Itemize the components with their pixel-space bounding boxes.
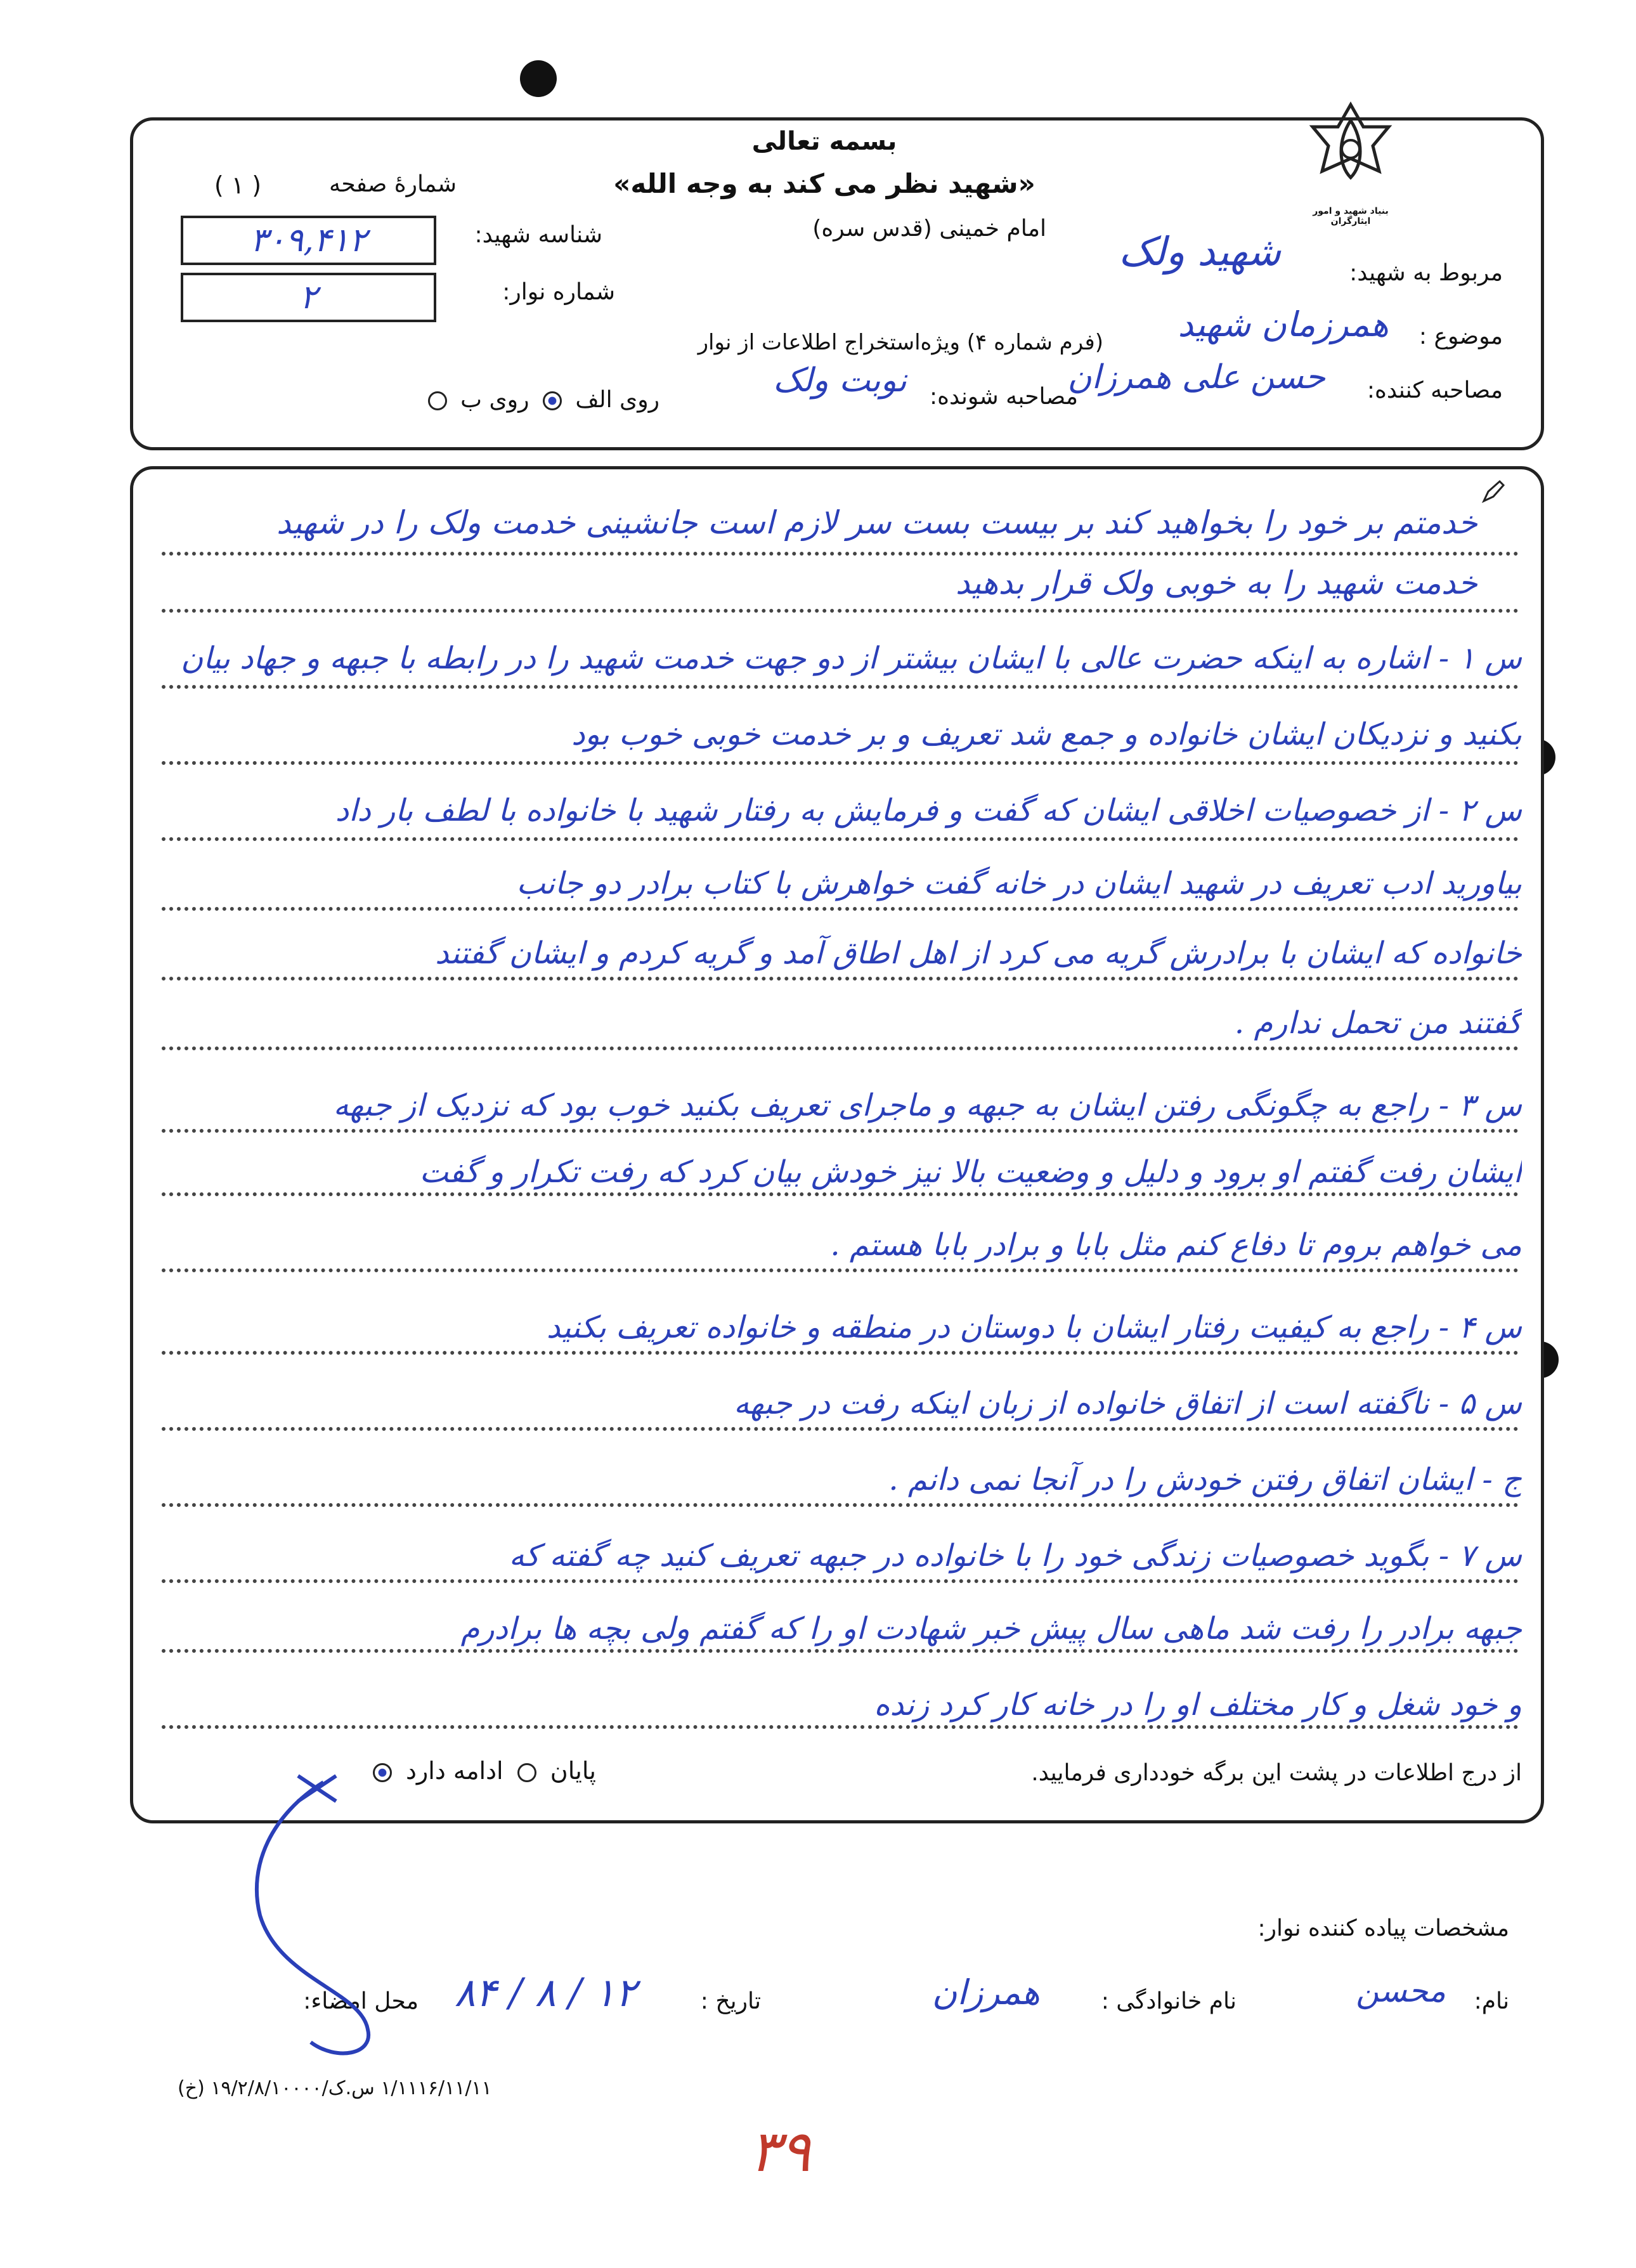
interviewer-value: حسن علی همرزان [1067, 358, 1325, 396]
dotted-line [162, 609, 1519, 613]
transcriber-name-value: محسن [1356, 1972, 1446, 2009]
handwritten-line: می خواهم بروم تا دفاع کنم مثل بابا و برادر بابا هستم . [830, 1227, 1522, 1263]
transcriber-date-label: تاریخ : [700, 1988, 761, 2014]
handwritten-line: گفتند من تحمل ندارم . [1234, 1005, 1522, 1041]
related-martyr-label: مربوط به شهید: [1349, 260, 1503, 286]
bismillah: بسمه تعالی [751, 127, 897, 156]
handwritten-line: س ۷ - بگوید خصوصیات زندگی خود را با خانواده در جبهه تعریف کنید چه گفته که [509, 1538, 1522, 1574]
handwritten-line: جبهه برادر را رفت شد ماهی سال پیش خبر شهادت او را که گفتم ولی بچه ها برادرم [460, 1611, 1522, 1646]
form-title: (فرم شماره ۴) ویژه‌استخراج اطلاعات از نوار [698, 330, 1103, 355]
tape-number-label: شماره نوار: [502, 279, 615, 305]
tape-side-group [317, 387, 659, 413]
dotted-line [162, 837, 1519, 841]
page-number-value: ( ۱ ) [214, 171, 262, 199]
side-a-label: روی الف [575, 387, 659, 413]
dotted-line [162, 1579, 1519, 1583]
tape-number-box [181, 273, 436, 322]
punch-hole [520, 60, 557, 97]
dotted-line [162, 1725, 1519, 1729]
no-backside-note: از درج اطلاعات در پشت این برگه خودداری فرمایید. [1031, 1760, 1522, 1786]
dotted-line [162, 907, 1519, 911]
page-stamp-number: ۳۹ [749, 2118, 811, 2185]
transcriber-name-label: نام: [1474, 1988, 1509, 2014]
handwritten-line: س ۴ - راجع به کیفیت رفتار ایشان با دوستان در منطقه و خانواده تعریف بکنید [546, 1310, 1522, 1345]
dotted-line [162, 1351, 1519, 1355]
dotted-line [162, 1192, 1519, 1196]
end-radio[interactable] [517, 1763, 536, 1782]
handwritten-line: س ۳ - راجع به چگونگی رفتن ایشان به جبهه و ماجرای تعریف بکنید خوب بود که نزدیک از جبهه [333, 1088, 1522, 1123]
transcriber-date-value: ۸۴ / ۸ / ۱۲ [454, 1969, 637, 2016]
handwritten-line: ایشان رفت گفتم او برود و دلیل و وضعیت بالا نیز خودش بیان کرد که رفت تکرار و گفت [419, 1154, 1522, 1190]
subject-label: موضوع : [1419, 323, 1503, 349]
handwritten-line: بکنید و نزدیکان ایشان خانواده و جمع شد تعریف و بر خدمت خوبی خوب بود [571, 717, 1522, 752]
footer-code: ۱/۱۱۱۶/۱۱/۱۱ س.ک/۱۹/۲/۸/۱۰۰۰۰ (خ) [178, 2077, 492, 2099]
dotted-line [162, 1503, 1519, 1507]
dotted-line [162, 1046, 1519, 1050]
subject-value: همرزمان شهید [1178, 304, 1389, 344]
dotted-line [162, 977, 1519, 981]
signature-label: محل امضاء: [303, 1988, 419, 2014]
pen-icon [1481, 479, 1506, 504]
foundation-logo-icon [1300, 101, 1401, 203]
transcriber-family-label: نام خانوادگی : [1101, 1988, 1237, 2014]
quote-author: امام خمینی (قدس سره) [812, 216, 1046, 242]
interviewee-value: نوبت ولک [773, 362, 907, 400]
martyr-id-box [181, 216, 436, 265]
handwritten-line: ج - ایشان اتفاق رفتن خودش را در آنجا نمی دانم . [888, 1462, 1522, 1497]
tape-number-value: ۲ [299, 278, 318, 316]
header-quote: «شهید نظر می کند به وجه الله» [613, 168, 1035, 199]
org-name: بنیاد شهید و امور ایثارگران [1313, 206, 1389, 226]
handwritten-line: خانواده که ایشان با برادرش گریه می کرد از اهل اطاق آمد و گریه کردم و ایشان گفتند [435, 935, 1522, 971]
transcriber-section-label: مشخصات پیاده کننده نوار: [1257, 1915, 1509, 1941]
dotted-line [162, 1649, 1519, 1653]
side-b-radio[interactable] [428, 391, 447, 410]
handwritten-line: س ۲ - از خصوصیات اخلاقی ایشان که گفت و فرمایش به رفتار شهید با خانواده با لطف بار داد [335, 793, 1522, 828]
dotted-line [162, 761, 1519, 765]
dotted-line [162, 1427, 1519, 1431]
transcriber-family-value: همرزان [932, 1972, 1040, 2012]
interviewer-label: مصاحبه کننده: [1367, 377, 1503, 403]
end-label: پایان [550, 1757, 596, 1785]
handwritten-line: س ۱ - اشاره به اینکه حضرت عالی با ایشان بیشتر از دو جهت خدمت شهید را در رابطه با جبهه و جهاد بیان [181, 641, 1522, 676]
handwritten-line: خدمت شهید را به خوبی ولک قرار بدهید [955, 564, 1477, 601]
dotted-line [162, 552, 1519, 556]
interviewee-label: مصاحبه شونده: [930, 384, 1078, 410]
dotted-line [162, 1268, 1519, 1272]
handwritten-line: بیاورید ادب تعریف در شهید ایشان در خانه گفت خواهرش با کتاب برادر دو جانب [516, 866, 1522, 901]
side-a-radio[interactable] [543, 391, 562, 410]
continue-label: ادامه دارد [405, 1757, 503, 1785]
handwritten-line: و خود شغل و کار مختلف او را در خانه کار کرد زنده [874, 1687, 1522, 1723]
dotted-line [162, 685, 1519, 689]
signature-scribble [235, 1763, 399, 2068]
side-b-label: روی ب [460, 387, 529, 413]
handwritten-line: س ۵ - ناگفته است از اتفاق خانواده از زبان اینکه رفت در جبهه [734, 1386, 1522, 1421]
martyr-id-label: شناسه شهید: [474, 222, 602, 248]
related-martyr-value: شهید ولک [1119, 228, 1281, 275]
page-number-label: شمارهٔ صفحه [329, 171, 457, 197]
dotted-line [162, 1129, 1519, 1133]
martyr-id-value: ۳۰۹,۴۱۲ [250, 221, 367, 259]
handwritten-line: خدمتم بر خود را بخواهید کند بر بیست بست سر لازم است جانشینی خدمت ولک را در شهید [276, 504, 1477, 541]
